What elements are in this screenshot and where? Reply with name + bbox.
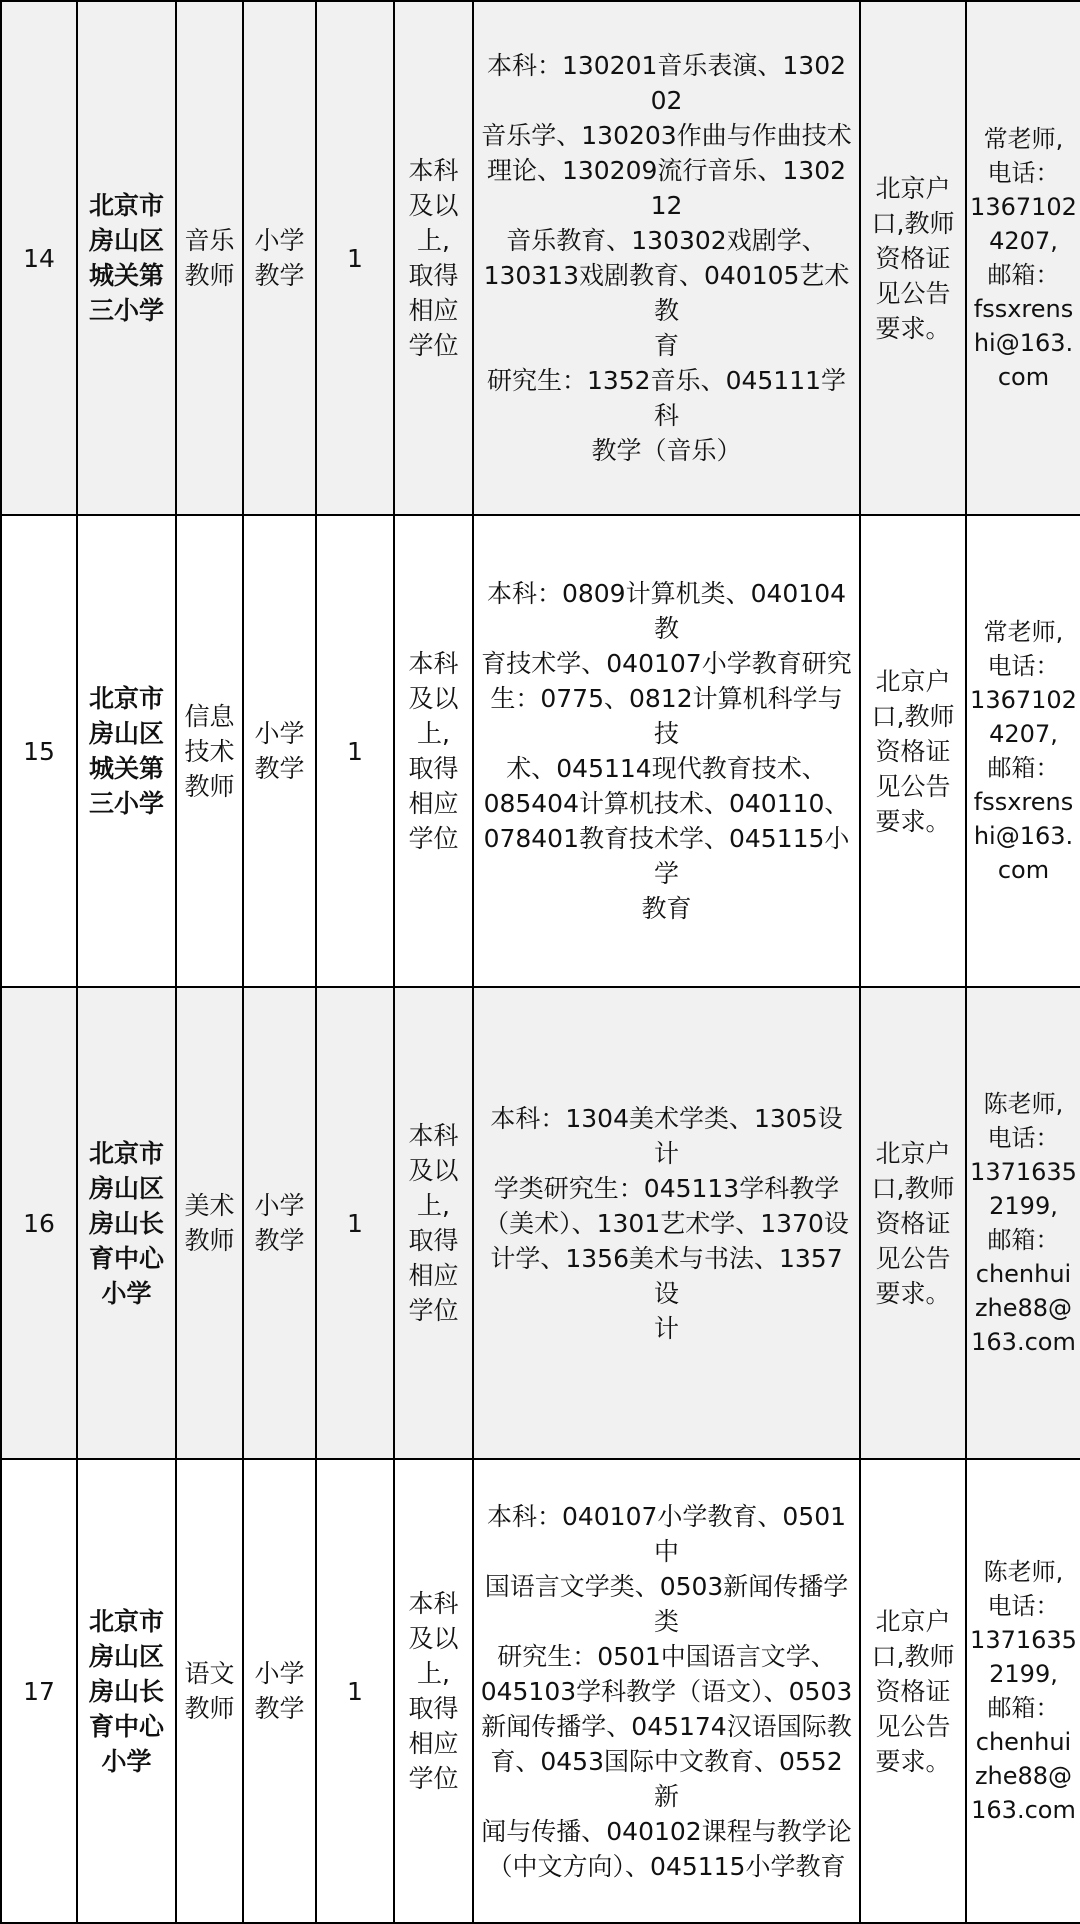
other-requirement: 北京户 口,教师 资格证 见公告 要求。 [860,1,966,515]
row-index: 17 [1,1459,77,1923]
major-requirement: 本科：040107小学教育、0501中 国语言文学类、0503新闻传播学 类 研究生：0501中国语言文学、 045103学科教学（语文）、0503 新闻传播学、045174汉语国际教 育、0453国际中文教育、0552新 闻与传播、040102课程与教学论 （中文方向）、045115小学教育 [473,1459,860,1923]
row-index: 15 [1,515,77,987]
position-category: 小学 教学 [243,1459,316,1923]
position-category: 小学 教学 [243,515,316,987]
school-name: 北京市 房山区 房山长 育中心 小学 [77,987,176,1459]
position-category: 小学 教学 [243,987,316,1459]
hiring-count: 1 [316,515,394,987]
position-name: 语文 教师 [176,1459,243,1923]
education-requirement: 本科 及以 上, 取得 相应 学位 [394,987,473,1459]
table-row [1,1459,1080,1923]
position-name: 信息 技术 教师 [176,515,243,987]
table-row [1,515,1080,987]
row-index: 16 [1,987,77,1459]
education-requirement: 本科 及以 上, 取得 相应 学位 [394,1459,473,1923]
other-requirement: 北京户 口,教师 资格证 见公告 要求。 [860,515,966,987]
other-requirement: 北京户 口,教师 资格证 见公告 要求。 [860,1459,966,1923]
table-row [1,987,1080,1459]
table-row [1,1,1080,515]
hiring-count: 1 [316,1459,394,1923]
contact-info: 常老师, 电话： 1367102 4207, 邮箱： fssxrens hi@163. com [966,515,1080,987]
hiring-count: 1 [316,1,394,515]
position-name: 美术 教师 [176,987,243,1459]
major-requirement: 本科：0809计算机类、040104教 育技术学、040107小学教育研究 生：0775、0812计算机科学与技 术、045114现代教育技术、 085404计算机技术、040110、 078401教育技术学、045115小学 教育 [473,515,860,987]
school-name: 北京市 房山区 房山长 育中心 小学 [77,1459,176,1923]
hiring-count: 1 [316,987,394,1459]
position-name: 音乐 教师 [176,1,243,515]
row-index: 14 [1,1,77,515]
major-requirement: 本科：130201音乐表演、130202 音乐学、130203作曲与作曲技术 理论、130209流行音乐、130212 音乐教育、130302戏剧学、 130313戏剧教育、040105艺术教 育 研究生：1352音乐、045111学科 教学（音乐） [473,1,860,515]
position-category: 小学 教学 [243,1,316,515]
school-name: 北京市 房山区 城关第 三小学 [77,1,176,515]
contact-info: 陈老师, 电话： 1371635 2199, 邮箱： chenhui zhe88@ 163.com [966,987,1080,1459]
other-requirement: 北京户 口,教师 资格证 见公告 要求。 [860,987,966,1459]
contact-info: 常老师, 电话： 1367102 4207, 邮箱： fssxrens hi@163. com [966,1,1080,515]
education-requirement: 本科 及以 上, 取得 相应 学位 [394,1,473,515]
school-name: 北京市 房山区 城关第 三小学 [77,515,176,987]
education-requirement: 本科 及以 上, 取得 相应 学位 [394,515,473,987]
contact-info: 陈老师, 电话： 1371635 2199, 邮箱： chenhui zhe88@ 163.com [966,1459,1080,1923]
major-requirement: 本科：1304美术学类、1305设计 学类研究生：045113学科教学 （美术）、1301艺术学、1370设 计学、1356美术与书法、1357设 计 [473,987,860,1459]
